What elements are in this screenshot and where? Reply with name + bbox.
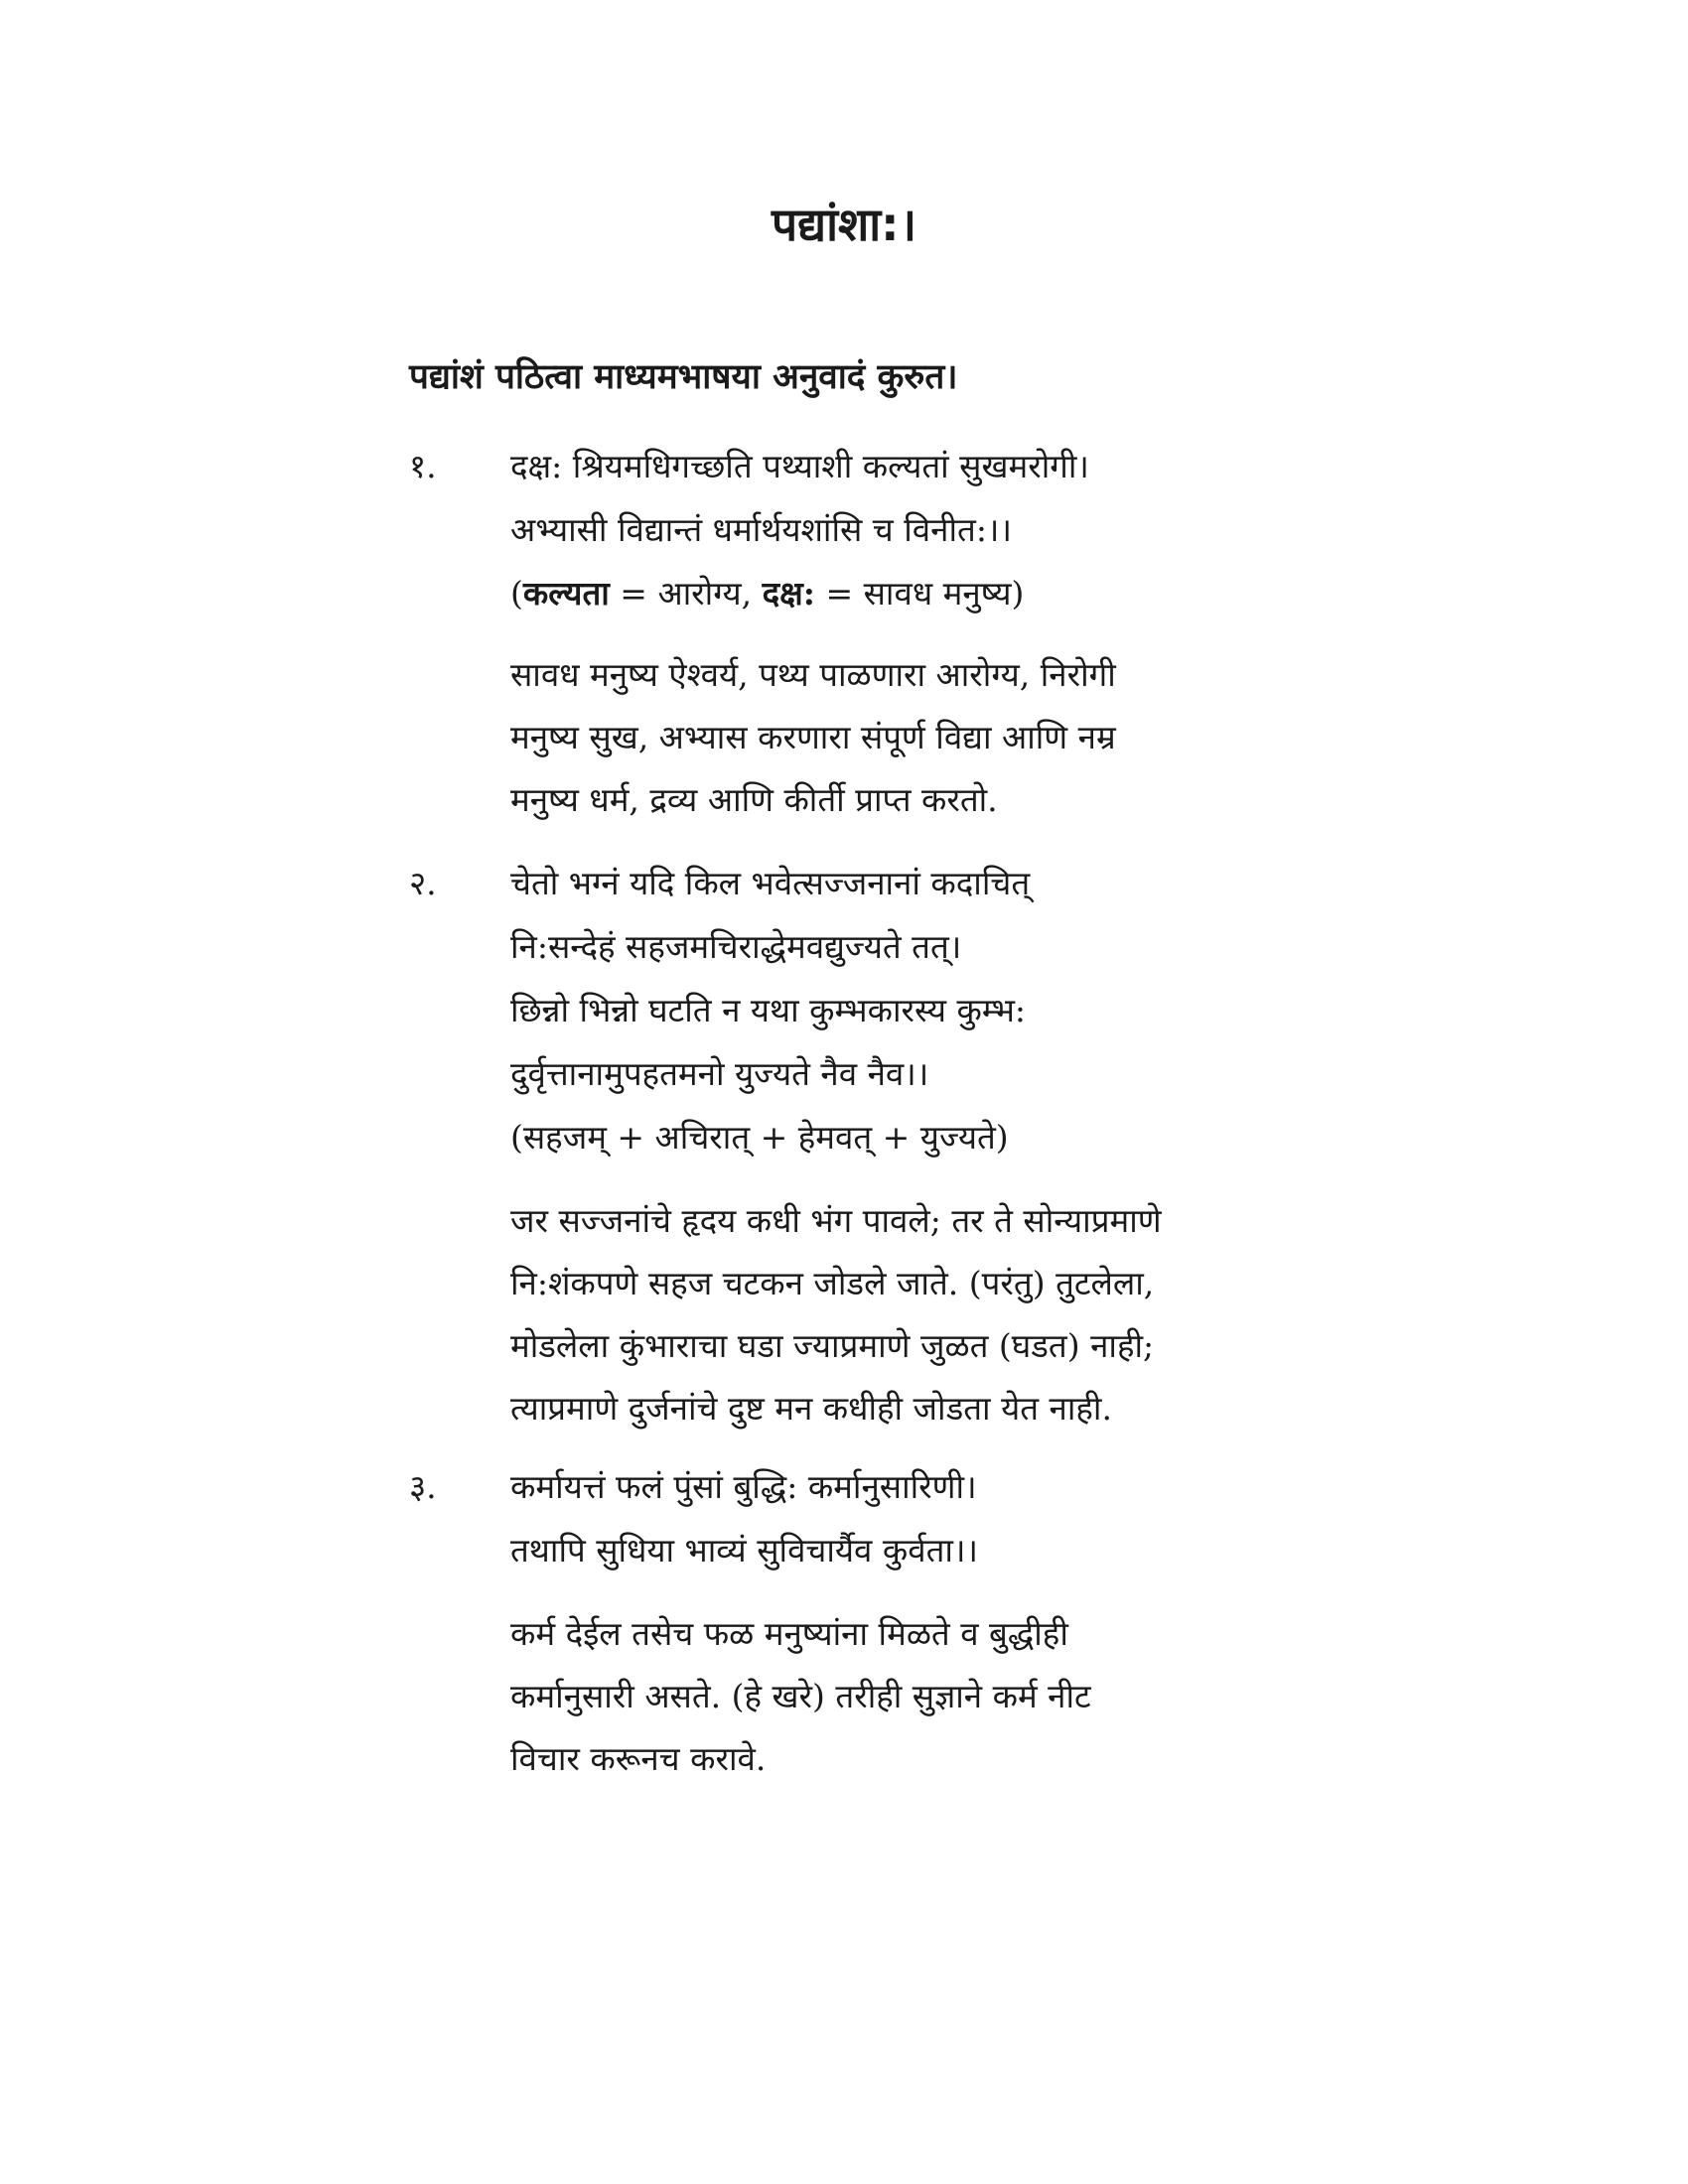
- verse-line: दक्ष: श्रियमधिगच्छति पथ्याशी कल्यतां सुखमरोगी।: [510, 447, 1089, 485]
- translation-line: त्याप्रमाणे दुर्जनांचे दुष्ट मन कधीही जोडता येत नाही.: [510, 1389, 1112, 1428]
- word-gloss: (सहजम् + अचिरात् + हेमवत् + युज्यते): [510, 1118, 1009, 1157]
- item-number: ३.: [409, 1467, 437, 1506]
- verse-line: नि:सन्देहं सहजमचिराद्धेमवद्युज्यते तत्।: [510, 927, 962, 966]
- gloss-term: कल्यता: [522, 574, 610, 613]
- verse-line: चेतो भग्नं यदि किल भवेत्सज्जनानां कदाचित्: [510, 864, 1031, 902]
- verse-line: दुर्वृत्तानामुपहतमनो युज्यते नैव नैव।।: [510, 1054, 929, 1093]
- gloss-definition: = सावध मनुष्य): [814, 574, 1025, 613]
- verse-line: तथापि सुधिया भाव्यं सुविचार्यैव कुर्वता।।: [510, 1531, 978, 1570]
- verse-block: [510, 435, 1285, 625]
- translation-paragraph: [510, 1189, 1285, 1439]
- translation-line: मनुष्य सुख, अभ्यास करणारा संपूर्ण विद्या आणि नम्र: [510, 718, 1116, 756]
- page-title: पद्यांशा:।: [771, 198, 917, 251]
- translation-line: मोडलेला कुंभाराचा घडा ज्याप्रमाणे जुळत (घडत) नाही;: [510, 1326, 1155, 1365]
- instruction-heading: पद्यांशं पठित्वा माध्यमभाषया अनुवादं कुरुत।: [409, 357, 958, 397]
- translation-paragraph: [510, 1602, 1285, 1790]
- item-number: २.: [409, 864, 437, 902]
- translation-paragraph: [510, 643, 1285, 831]
- translation-line: कर्मानुसारी असते. (हे खरे) तरीही सुज्ञाने कर्म नीट: [510, 1677, 1091, 1715]
- translation-line: विचार करूनच करावे.: [510, 1739, 767, 1778]
- verse-block: [510, 1455, 1285, 1582]
- verse-line: कर्मायत्तं फलं पुंसां बुद्धि: कर्मानुसारिणी।: [510, 1467, 977, 1506]
- gloss-term: दक्ष:: [762, 574, 815, 613]
- gloss-definition: = आरोग्य,: [609, 574, 763, 613]
- translation-line: नि:शंकपणे सहज चटकन जोडले जाते. (परंतु) तुटलेला,: [510, 1264, 1155, 1302]
- gloss-open: (: [510, 574, 523, 613]
- translation-line: जर सज्जनांचे हृदय कधी भंग पावले; तर ते सोन्याप्रमाणे: [510, 1201, 1162, 1240]
- translation-line: मनुष्य धर्म, द्रव्य आणि कीर्ती प्राप्त करतो.: [510, 780, 998, 819]
- verse-line: अभ्यासी विद्यान्तं धर्मार्थयशांसि च विनीत:।।: [510, 510, 1012, 549]
- word-gloss: [510, 562, 1285, 625]
- translation-line: कर्म देईल तसेच फळ मनुष्यांना मिळते व बुद्धीही: [510, 1614, 1068, 1653]
- verse-line: छिन्नो भिन्नो घटति न यथा कुम्भकारस्य कुम्भ:: [510, 991, 1027, 1029]
- verse-block: [510, 852, 1285, 1169]
- translation-line: सावध मनुष्य ऐश्वर्य, पथ्य पाळणारा आरोग्य, निरोगी: [510, 655, 1116, 694]
- item-number: १.: [409, 447, 437, 485]
